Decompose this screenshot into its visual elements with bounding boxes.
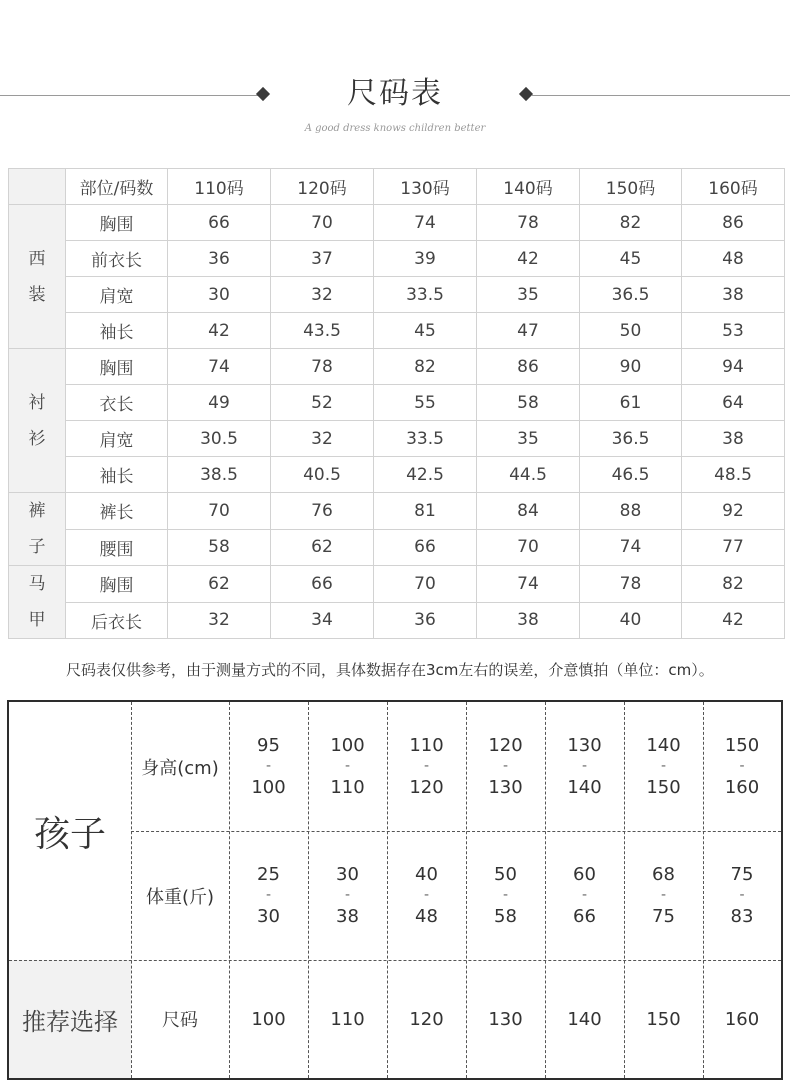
category-char: 甲	[28, 610, 46, 630]
value-cell: 55	[374, 385, 477, 421]
category-char: 衫	[28, 428, 46, 449]
weight-range-cell-separator: -	[502, 887, 509, 903]
column-divider	[131, 702, 132, 1078]
height-range-cell-to: 150	[646, 777, 681, 798]
page-header	[0, 0, 790, 150]
value-cell: 36.5	[580, 277, 682, 313]
weight-range-cell	[624, 831, 703, 960]
value-cell: 47	[477, 313, 580, 349]
weight-range-cell-to: 66	[573, 906, 596, 927]
part-cell: 胸围	[66, 566, 168, 603]
weight-range-cell-to: 48	[415, 906, 438, 927]
category-cell	[9, 566, 66, 639]
value-cell: 86	[477, 349, 580, 385]
weight-range-cell	[466, 831, 545, 960]
height-range-cell-from: 120	[488, 735, 523, 756]
table-row	[9, 457, 785, 493]
height-range-cell-range	[646, 735, 680, 798]
part-cell: 后衣长	[66, 602, 168, 639]
value-cell: 70	[477, 529, 580, 566]
column-divider	[387, 702, 388, 1078]
part-cell: 袖长	[66, 313, 168, 349]
value-cell: 33.5	[374, 421, 477, 457]
part-cell: 胸围	[66, 349, 168, 385]
height-range-cell-from: 95	[257, 735, 280, 756]
page-subtitle: A good dress knows children better	[304, 123, 486, 134]
column-divider	[703, 702, 704, 1078]
height-range-cell-range	[330, 735, 364, 798]
value-cell: 64	[682, 385, 785, 421]
size-label: 尺码	[162, 1010, 198, 1031]
weight-range-cell-range	[494, 864, 517, 927]
weight-range-cell-range	[336, 864, 359, 927]
value-cell: 45	[580, 241, 682, 277]
height-range-cell	[545, 702, 624, 831]
height-range-cell-range	[251, 735, 285, 798]
height-range-cell-range	[409, 735, 443, 798]
recommended-size-cell: 110	[330, 1008, 365, 1030]
height-range-cell-from: 130	[567, 735, 602, 756]
height-range-cell-separator: -	[581, 758, 588, 774]
weight-range-cell-to: 83	[730, 906, 754, 927]
weight-range-cell-to: 30	[257, 906, 280, 927]
size-header-cell: 150码	[580, 169, 682, 205]
weight-range-cell-to: 38	[336, 906, 359, 927]
height-range-cell	[387, 702, 466, 831]
child-label: 孩子	[33, 813, 106, 855]
height-range-cell-separator: -	[265, 758, 272, 774]
value-cell: 62	[271, 529, 374, 566]
height-range-cell-separator: -	[660, 758, 667, 774]
weight-range-cell-range	[415, 864, 438, 927]
value-cell: 70	[168, 493, 271, 530]
value-cell: 90	[580, 349, 682, 385]
table-row	[9, 421, 785, 457]
table-row	[9, 205, 785, 241]
value-cell: 34	[271, 602, 374, 639]
height-range-cell-to: 120	[409, 777, 444, 798]
column-divider	[466, 702, 467, 1078]
weight-range-cell	[703, 831, 781, 960]
value-cell: 61	[580, 385, 682, 421]
recommended-size-cell: 150	[646, 1008, 681, 1030]
recommended-size-cell: 100	[251, 1008, 286, 1030]
height-range-cell-from: 150	[724, 735, 760, 756]
value-cell: 82	[682, 566, 785, 603]
weight-range-cell-separator: -	[660, 887, 667, 903]
height-range-cell-to: 100	[251, 777, 286, 798]
value-cell: 42	[168, 313, 271, 349]
value-cell: 33.5	[374, 277, 477, 313]
value-cell: 70	[374, 566, 477, 603]
weight-range-cell	[545, 831, 624, 960]
part-header-cell: 部位/码数	[66, 169, 168, 205]
value-cell: 32	[271, 421, 374, 457]
weight-range-cell-from: 68	[652, 864, 675, 885]
value-cell: 66	[271, 566, 374, 603]
category-cell	[9, 205, 66, 349]
value-cell: 30.5	[168, 421, 271, 457]
weight-range-cell-range	[257, 864, 280, 927]
value-cell: 53	[682, 313, 785, 349]
column-divider	[308, 702, 309, 1078]
part-cell: 前衣长	[66, 241, 168, 277]
weight-range-cell-to: 58	[494, 906, 517, 927]
height-range-cell-range	[488, 735, 522, 798]
weight-range-cell	[387, 831, 466, 960]
size-header-cell: 130码	[374, 169, 477, 205]
height-range-cell	[466, 702, 545, 831]
value-cell: 78	[580, 566, 682, 603]
height-range-cell-to: 160	[724, 777, 760, 798]
height-range-cell-from: 140	[646, 735, 681, 756]
size-header-cell: 110码	[168, 169, 271, 205]
value-cell: 42.5	[374, 457, 477, 493]
weight-range-cell-from: 60	[573, 864, 596, 885]
height-range-cell-to: 130	[488, 777, 523, 798]
category-cell	[9, 349, 66, 493]
weight-range-cell-to: 75	[652, 906, 675, 927]
height-label: 身高(cm)	[141, 757, 219, 779]
category-char: 子	[28, 537, 46, 557]
recommended-size-cell: 160	[724, 1008, 760, 1030]
weight-range-cell-from: 30	[336, 864, 359, 885]
column-divider	[229, 702, 230, 1078]
value-cell: 52	[271, 385, 374, 421]
part-cell: 腰围	[66, 529, 168, 566]
height-range-cell-to: 110	[330, 777, 365, 798]
value-cell: 84	[477, 493, 580, 530]
height-range-cell	[229, 702, 308, 831]
value-cell: 86	[682, 205, 785, 241]
value-cell: 58	[168, 529, 271, 566]
weight-label: 体重(斤)	[145, 886, 215, 908]
value-cell: 35	[477, 421, 580, 457]
value-cell: 39	[374, 241, 477, 277]
height-range-cell-from: 100	[330, 735, 365, 756]
value-cell: 46.5	[580, 457, 682, 493]
value-cell: 38	[682, 421, 785, 457]
recommended-size-cell: 130	[488, 1008, 523, 1030]
value-cell: 35	[477, 277, 580, 313]
value-cell: 38	[682, 277, 785, 313]
value-cell: 66	[374, 529, 477, 566]
part-cell: 肩宽	[66, 277, 168, 313]
table-corner-cell	[9, 169, 66, 205]
category-cell	[9, 493, 66, 566]
size-header-cell: 140码	[477, 169, 580, 205]
category-char: 西	[28, 248, 46, 269]
category-char: 装	[28, 284, 46, 305]
value-cell: 36.5	[580, 421, 682, 457]
table-row	[9, 277, 785, 313]
header-rule-right	[532, 95, 790, 96]
weight-range-cell	[308, 831, 387, 960]
part-cell: 胸围	[66, 205, 168, 241]
value-cell: 50	[580, 313, 682, 349]
table-header-row	[9, 169, 785, 205]
value-cell: 38	[477, 602, 580, 639]
value-cell: 82	[580, 205, 682, 241]
table-row	[9, 529, 785, 566]
height-range-cell	[308, 702, 387, 831]
weight-range-cell-from: 25	[257, 864, 280, 885]
height-range-cell	[703, 702, 781, 831]
value-cell: 45	[374, 313, 477, 349]
size-chart-table	[8, 168, 785, 639]
column-divider	[624, 702, 625, 1078]
value-cell: 94	[682, 349, 785, 385]
value-cell: 36	[374, 602, 477, 639]
value-cell: 32	[168, 602, 271, 639]
category-char: 马	[28, 574, 46, 594]
row-divider	[131, 831, 781, 832]
value-cell: 48	[682, 241, 785, 277]
part-cell: 袖长	[66, 457, 168, 493]
weight-range-cell-range	[652, 864, 675, 927]
weight-range-cell-range	[731, 864, 754, 927]
value-cell: 81	[374, 493, 477, 530]
value-cell: 70	[271, 205, 374, 241]
value-cell: 62	[168, 566, 271, 603]
value-cell: 30	[168, 277, 271, 313]
value-cell: 78	[271, 349, 374, 385]
size-header-cell: 160码	[682, 169, 785, 205]
value-cell: 40.5	[271, 457, 374, 493]
weight-range-cell-from: 75	[730, 864, 754, 885]
weight-range-cell-separator: -	[739, 887, 745, 903]
size-note: 尺码表仅供参考，由于测量方式的不同，具体数据存在3cm左右的误差，介意慎拍（单位：cm）。	[66, 661, 714, 679]
size-header-cell: 120码	[271, 169, 374, 205]
value-cell: 40	[580, 602, 682, 639]
height-range-cell-from: 110	[409, 735, 444, 756]
row-divider	[9, 960, 781, 961]
height-range-cell-to: 140	[567, 777, 602, 798]
value-cell: 76	[271, 493, 374, 530]
value-cell: 36	[168, 241, 271, 277]
table-row	[9, 349, 785, 385]
table-row	[9, 566, 785, 603]
part-cell: 肩宽	[66, 421, 168, 457]
weight-range-cell-from: 40	[415, 864, 438, 885]
part-cell: 衣长	[66, 385, 168, 421]
value-cell: 49	[168, 385, 271, 421]
column-divider	[545, 702, 546, 1078]
weight-range-cell-separator: -	[423, 887, 430, 903]
value-cell: 74	[477, 566, 580, 603]
value-cell: 82	[374, 349, 477, 385]
recommend-label: 推荐选择	[22, 1007, 118, 1036]
value-cell: 77	[682, 529, 785, 566]
weight-range-cell-separator: -	[344, 887, 351, 903]
table-row	[9, 602, 785, 639]
value-cell: 74	[168, 349, 271, 385]
value-cell: 44.5	[477, 457, 580, 493]
weight-range-cell	[229, 831, 308, 960]
value-cell: 42	[477, 241, 580, 277]
value-cell: 74	[374, 205, 477, 241]
value-cell: 88	[580, 493, 682, 530]
value-cell: 42	[682, 602, 785, 639]
recommendation-box	[7, 700, 783, 1080]
value-cell: 32	[271, 277, 374, 313]
height-range-cell-range	[725, 735, 759, 798]
value-cell: 48.5	[682, 457, 785, 493]
value-cell: 58	[477, 385, 580, 421]
category-char: 裤	[28, 501, 46, 521]
value-cell: 92	[682, 493, 785, 530]
height-range-cell-separator: -	[739, 758, 745, 774]
height-range-cell	[624, 702, 703, 831]
value-cell: 66	[168, 205, 271, 241]
table-row	[9, 313, 785, 349]
table-row	[9, 241, 785, 277]
weight-range-cell-from: 50	[494, 864, 517, 885]
table-row	[9, 493, 785, 530]
recommended-size-cell: 140	[567, 1008, 602, 1030]
weight-range-cell-separator: -	[265, 887, 272, 903]
height-range-cell-range	[567, 735, 601, 798]
recommended-size-cell: 120	[409, 1008, 444, 1030]
table-row	[9, 385, 785, 421]
weight-range-cell-separator: -	[581, 887, 588, 903]
value-cell: 37	[271, 241, 374, 277]
category-char: 衬	[28, 392, 46, 413]
height-range-cell-separator: -	[423, 758, 430, 774]
value-cell: 78	[477, 205, 580, 241]
page-title: 尺码表	[347, 76, 443, 111]
part-cell: 裤长	[66, 493, 168, 530]
value-cell: 74	[580, 529, 682, 566]
weight-range-cell-range	[573, 864, 596, 927]
value-cell: 38.5	[168, 457, 271, 493]
value-cell: 43.5	[271, 313, 374, 349]
height-range-cell-separator: -	[502, 758, 509, 774]
height-range-cell-separator: -	[344, 758, 351, 774]
